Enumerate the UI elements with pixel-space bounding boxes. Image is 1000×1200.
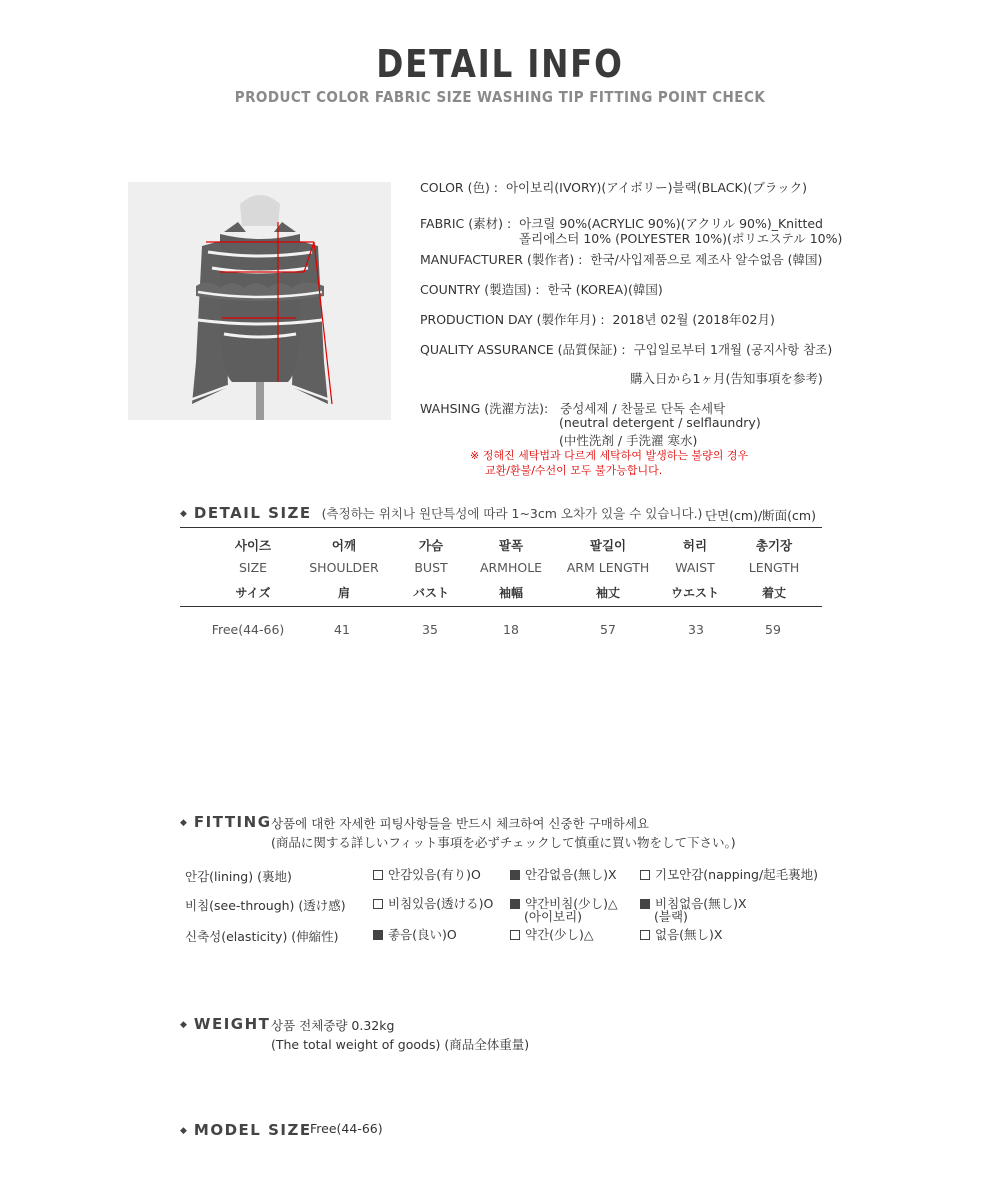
size-header-jpn — [180, 584, 822, 602]
size-table-header-rule — [180, 606, 822, 607]
color-value: 아이보리(IVORY)(アイボリー)블랙(BLACK)(ブラック) — [505, 180, 808, 195]
diamond-icon: ◆ — [180, 818, 187, 828]
info-production-day — [420, 310, 775, 328]
option-label: 없음(無し)X — [655, 927, 723, 942]
size-col-header: ウエスト — [670, 586, 720, 600]
size-col-header: ARMHOLE — [479, 560, 543, 575]
size-col-header: SIZE — [238, 560, 268, 575]
size-col-header: 허리 — [682, 538, 708, 553]
checkbox-checked-icon — [510, 870, 520, 880]
info-quality — [420, 340, 832, 358]
checkbox-icon — [373, 870, 383, 880]
detail-size-note: (측정하는 위치나 원단특성에 따라 1~3cm 오차가 있을 수 있습니다.) — [321, 506, 703, 521]
detail-size-title: DETAIL SIZE — [193, 504, 312, 522]
checkbox-icon — [510, 930, 520, 940]
diamond-icon: ◆ — [180, 1126, 187, 1136]
sweater-illustration — [128, 182, 391, 420]
size-cell: 59 — [765, 622, 781, 637]
weight-heading — [180, 1015, 270, 1033]
checkbox-checked-icon — [640, 899, 650, 909]
size-cell: Free(44-66) — [211, 622, 285, 637]
size-cell: 35 — [422, 622, 438, 637]
size-col-header: 肩 — [337, 586, 351, 600]
weight-value: 상품 전체중량 0.32kg — [271, 1018, 395, 1033]
size-header-kor — [180, 536, 822, 554]
size-cell: 33 — [688, 622, 704, 637]
fitting-note-line1: 상품에 대한 자세한 피팅사항들을 반드시 체크하여 신중한 구매하세요 — [271, 816, 649, 831]
size-col-header: 袖丈 — [595, 586, 621, 600]
size-col-header: BUST — [414, 560, 448, 575]
option-label: 비침있음(透ける)O — [388, 896, 494, 911]
diamond-icon: ◆ — [180, 509, 187, 519]
manufacturer-label: MANUFACTURER (製作者) : — [420, 252, 583, 267]
elasticity-option-2 — [510, 927, 594, 942]
washing-notice-line1: ※ 정해진 세탁법과 다르게 세탁하여 발생하는 불량의 경우 — [470, 449, 749, 462]
option-label: 약간비침(少し)△ — [525, 896, 618, 911]
fabric-value-line2: 폴리에스터 10% (POLYESTER 10%)(ポリエステル 10%) — [519, 231, 843, 246]
diamond-icon: ◆ — [180, 1020, 187, 1030]
size-col-header: WAIST — [675, 560, 715, 575]
washing-value-line3: (中性洗剤 / 手洗濯 寒水) — [559, 433, 698, 448]
washing-notice-line2: 교환/환불/수선이 모두 불가능합니다. — [485, 464, 663, 477]
washing-label: WAHSING (洗濯方法): — [420, 401, 549, 416]
model-size-heading — [180, 1121, 312, 1139]
detail-size-heading — [180, 504, 702, 522]
size-unit: 단면(cm)/断面(cm) — [705, 508, 816, 523]
size-cell: 57 — [600, 622, 616, 637]
option-label: 안감있음(有り)O — [388, 867, 481, 882]
elasticity-option-1 — [373, 927, 457, 942]
production-day-label: PRODUCTION DAY (製作年月) : — [420, 312, 605, 327]
size-col-header: 팔폭 — [498, 538, 524, 553]
fabric-value: 아크릴 90%(ACRYLIC 90%)(アクリル 90%)_Knitted — [519, 216, 823, 231]
see-through-option-2-sub: (아이보리) — [524, 909, 583, 924]
size-cell: 18 — [503, 622, 519, 637]
page-title: DETAIL INFO — [376, 42, 624, 86]
size-col-header: バスト — [412, 586, 450, 600]
lining-option-1 — [373, 867, 481, 882]
checkbox-icon — [373, 899, 383, 909]
product-photo — [128, 182, 391, 420]
size-col-header: LENGTH — [748, 560, 800, 575]
checkbox-icon — [640, 930, 650, 940]
model-size-value: Free(44-66) — [310, 1121, 383, 1136]
option-label: 약간(少し)△ — [525, 927, 594, 942]
lining-option-3 — [640, 867, 818, 882]
model-size-title: MODEL SIZE — [193, 1121, 312, 1139]
size-col-header: 가슴 — [418, 538, 444, 553]
quality-label: QUALITY ASSURANCE (品質保証) : — [420, 342, 626, 357]
option-label: 안감없음(無し)X — [525, 867, 617, 882]
info-color — [420, 178, 807, 196]
size-col-header: 袖幅 — [498, 586, 524, 600]
option-label: 비침없음(無し)X — [655, 896, 747, 911]
size-col-header: サイズ — [235, 586, 271, 600]
size-col-header: ARM LENGTH — [566, 560, 650, 575]
checkbox-checked-icon — [510, 899, 520, 909]
color-label: COLOR (色) : — [420, 180, 499, 195]
checkbox-icon — [640, 870, 650, 880]
fitting-label-elasticity: 신축성(elasticity) (伸縮性) — [185, 929, 339, 944]
size-col-header: 어깨 — [331, 538, 357, 553]
fitting-heading — [180, 813, 272, 831]
size-col-header: SHOULDER — [309, 560, 379, 575]
fitting-label-lining: 안감(lining) (裏地) — [185, 869, 292, 884]
size-col-header: 着丈 — [761, 586, 787, 600]
washing-value: 중성세제 / 찬물로 단독 손세탁 — [560, 401, 726, 416]
size-header-eng — [180, 560, 822, 578]
info-manufacturer — [420, 250, 822, 268]
quality-value-line2: 購入日から1ヶ月(告知事項を参考) — [630, 371, 823, 386]
country-label: COUNTRY (製造国) : — [420, 282, 540, 297]
fabric-label: FABRIC (素材) : — [420, 216, 512, 231]
lining-option-2 — [510, 867, 617, 882]
fitting-label-see-through: 비침(see-through) (透け感) — [185, 898, 346, 913]
weight-title: WEIGHT — [193, 1015, 271, 1033]
production-day-value: 2018년 02월 (2018年02月) — [612, 312, 775, 327]
weight-note: (The total weight of goods) (商品全体重量) — [271, 1037, 530, 1052]
size-col-header: 사이즈 — [234, 538, 272, 553]
elasticity-option-3 — [640, 927, 722, 942]
size-table-top-rule — [180, 527, 822, 528]
quality-value: 구입일로부터 1개월 (공지사항 참조) — [633, 342, 833, 357]
info-country — [420, 280, 663, 298]
option-label: 기모안감(napping/起毛裏地) — [655, 867, 819, 882]
manufacturer-value: 한국/사입제품으로 제조사 알수없음 (韓国) — [590, 252, 823, 267]
country-value: 한국 (KOREA)(韓国) — [547, 282, 663, 297]
washing-value-line2: (neutral detergent / selflaundry) — [559, 415, 761, 430]
see-through-option-1 — [373, 896, 493, 911]
option-label: 좋음(良い)O — [388, 927, 457, 942]
checkbox-checked-icon — [373, 930, 383, 940]
size-col-header: 팔길이 — [589, 538, 627, 553]
fitting-title: FITTING — [193, 813, 272, 831]
see-through-option-3-sub: (블랙) — [654, 909, 688, 924]
fitting-note-line2: (商品に関する詳しいフィット事項を必ずチェックして慎重に買い物をして下さい。) — [271, 835, 736, 850]
table-row — [180, 622, 822, 640]
size-col-header: 총기장 — [755, 538, 793, 553]
page-subtitle: PRODUCT COLOR FABRIC SIZE WASHING TIP FITTING POINT CHECK — [234, 88, 766, 106]
size-cell: 41 — [334, 622, 350, 637]
